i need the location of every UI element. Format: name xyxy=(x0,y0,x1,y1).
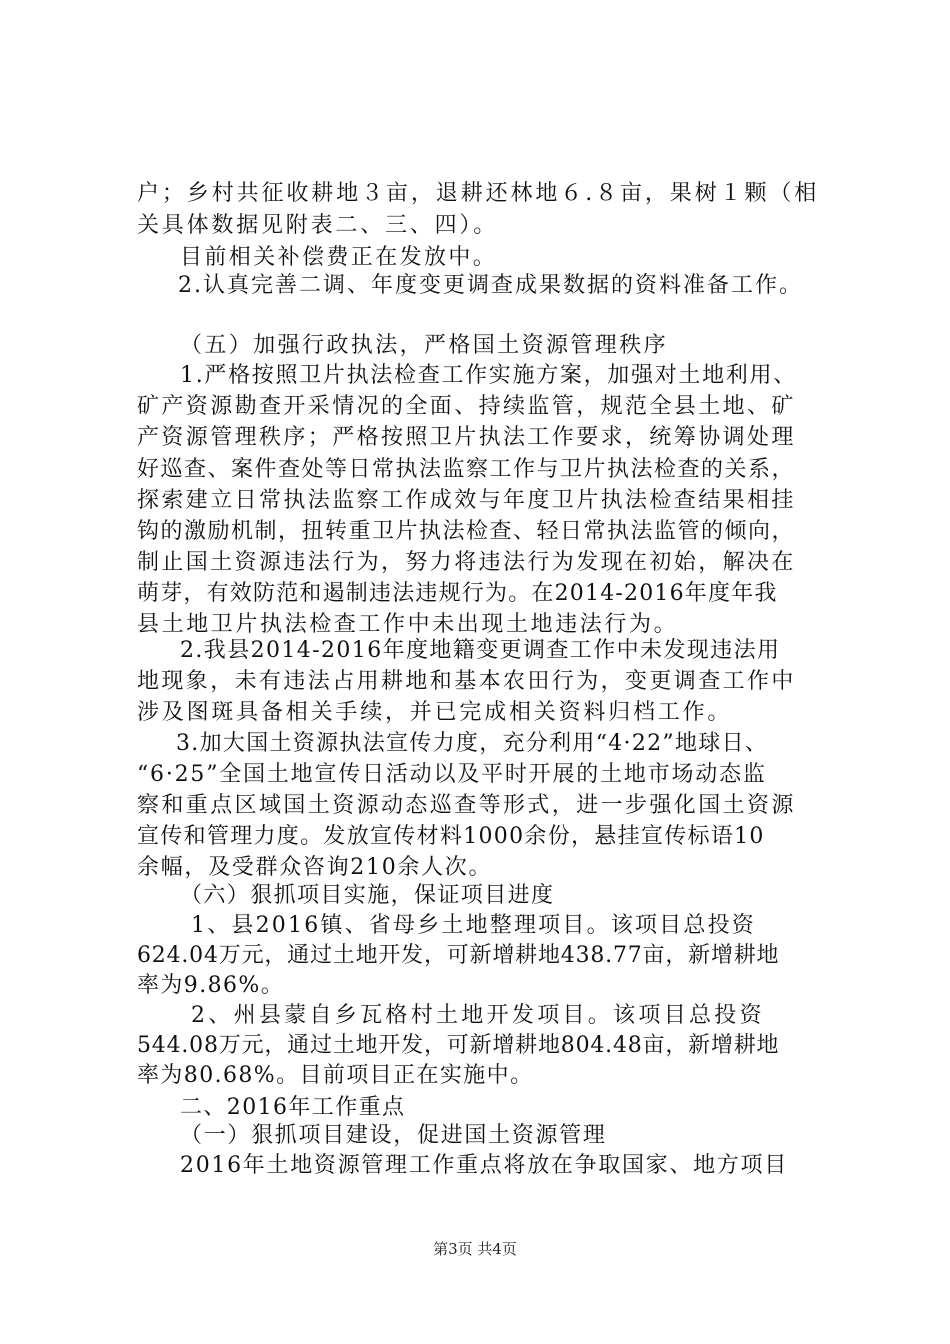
text-line: 率为9.86%。 xyxy=(137,973,285,998)
text-line: “6·25”全国土地宣传日活动以及平时开展的土地市场动态监 xyxy=(137,762,767,787)
text-line: 探索建立日常执法监察工作成效与年度卫片执法检查结果相挂 xyxy=(137,488,796,513)
text-line: 好巡查、案件查处等日常执法监察工作与卫片执法检查的关系， xyxy=(137,457,796,482)
text-line: 余幅，及受群众咨询210余人次。 xyxy=(137,855,493,880)
text-line: 萌芽，有效防范和遏制违法违规行为。在2014-2016年度年我 xyxy=(137,581,778,606)
text-line: 1、县2016镇、省母乡土地整理项目。该项目总投资 xyxy=(191,913,756,938)
section-heading: （六）狠抓项目实施，保证项目进度 xyxy=(180,883,555,908)
text-line: 制止国土资源违法行为，努力将违法行为发现在初始，解决在 xyxy=(137,550,796,575)
text-line: 624.04万元，通过土地开发，可新增耕地438.77亩，新增耕地 xyxy=(137,943,780,968)
text-line: 2.认真完善二调、年度变更调查成果数据的资料准备工作。 xyxy=(178,273,803,298)
text-line: 率为80.68%。目前项目正在实施中。 xyxy=(137,1063,534,1088)
text-line: 2、州县蒙自乡瓦格村土地开发项目。该项目总投资 xyxy=(191,1003,765,1028)
text-line: 3.加大国土资源执法宣传力度，充分利用“4·22”地球日、 xyxy=(176,731,769,756)
text-line: 地现象，未有违法占用耕地和基本农田行为，变更调查工作中 xyxy=(137,669,796,694)
text-line: 户；乡村共征收耕地３亩，退耕还林地６.８亩，果树１颗（相 xyxy=(137,181,820,206)
text-line: 目前相关补偿费正在发放中。 xyxy=(180,245,498,270)
text-line: 2.我县2014-2016年度地籍变更调查工作中未发现违法用 xyxy=(180,638,781,663)
text-line: 涉及图斑具备相关手续，并已完成相关资料归档工作。 xyxy=(137,700,733,725)
text-line: 钩的激励机制，扭转重卫片执法检查、轻日常执法监管的倾向， xyxy=(137,519,796,544)
text-line: 1.严格按照卫片执法检查工作实施方案，加强对土地利用、 xyxy=(180,363,797,388)
text-line: 宣传和管理力度。发放宣传材料1000余份，悬挂宣传标语10 xyxy=(137,824,765,849)
page-number: 第3页 共4页 xyxy=(433,1240,517,1258)
text-line: 察和重点区域国土资源动态巡查等形式，进一步强化国土资源 xyxy=(137,793,796,818)
text-line: 县土地卫片执法检查工作中未出现土地违法行为。 xyxy=(137,612,679,637)
text-line: 产资源管理秩序；严格按照卫片执法工作要求，统筹协调处理 xyxy=(137,425,796,450)
text-line: 矿产资源勘查开采情况的全面、持续监管，规范全县土地、矿 xyxy=(137,394,796,419)
text-line: 2016年土地资源管理工作重点将放在争取国家、地方项目 xyxy=(180,1153,788,1178)
section-heading: 二、2016年工作重点 xyxy=(180,1095,406,1120)
text-line: 关具体数据见附表二、三、四）。 xyxy=(137,213,499,238)
section-heading: （一）狠抓项目建设，促进国土资源管理 xyxy=(180,1123,607,1148)
text-line: 544.08万元，通过土地开发，可新增耕地804.48亩，新增耕地 xyxy=(137,1033,780,1058)
section-heading: （五）加强行政执法，严格国土资源管理秩序 xyxy=(180,333,669,358)
